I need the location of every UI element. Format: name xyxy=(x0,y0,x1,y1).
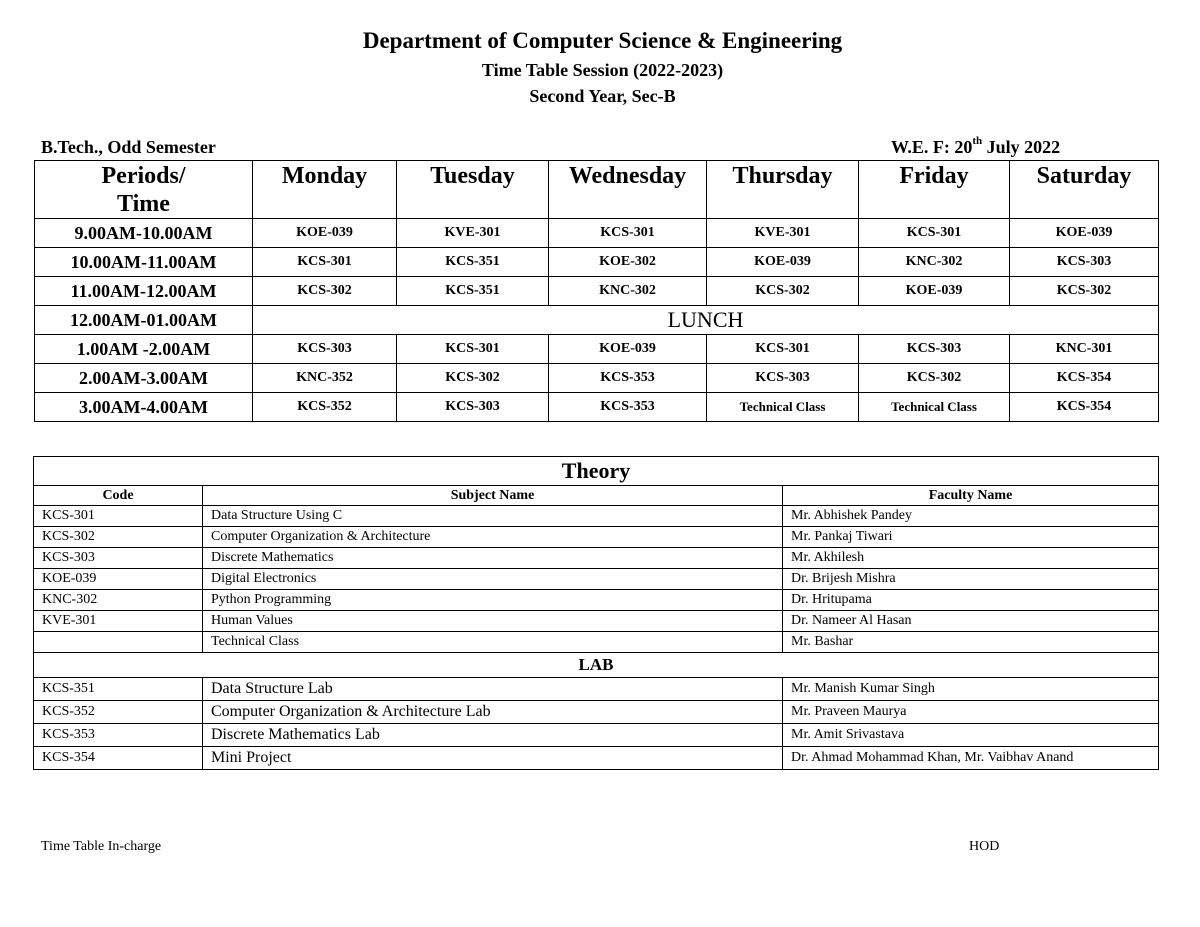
class-cell: KCS-354 xyxy=(1010,364,1159,393)
year-section-title: Second Year, Sec-B xyxy=(529,86,676,106)
class-cell: KOE-039 xyxy=(253,219,397,248)
class-cell: KOE-039 xyxy=(549,335,707,364)
theory-row xyxy=(34,590,1159,611)
department-title: Department of Computer Science & Engineering xyxy=(362,28,843,53)
wef-date: W.E. F: 20th July 2022 xyxy=(891,135,1061,157)
subject-name: Mini Project xyxy=(203,747,783,770)
theory-row xyxy=(34,548,1159,569)
lab-row xyxy=(34,701,1159,724)
subject-code: KVE-301 xyxy=(34,611,203,632)
lab-title: LAB xyxy=(34,653,1159,678)
day-header: Friday xyxy=(859,161,1010,219)
subject-table xyxy=(33,456,1159,770)
period-time: 2.00AM-3.00AM xyxy=(35,364,253,393)
subject-name: Data Structure Using C xyxy=(203,506,783,527)
class-cell: KCS-301 xyxy=(707,335,859,364)
class-cell: KCS-354 xyxy=(1010,393,1159,422)
subject-code: KCS-301 xyxy=(34,506,203,527)
class-cell: KCS-352 xyxy=(253,393,397,422)
class-cell: KCS-301 xyxy=(549,219,707,248)
class-cell: KOE-302 xyxy=(549,248,707,277)
day-header: Saturday xyxy=(1010,161,1159,219)
subject-name: Technical Class xyxy=(203,632,783,653)
subject-name: Discrete Mathematics Lab xyxy=(203,724,783,747)
subject-name: Computer Organization & Architecture Lab xyxy=(203,701,783,724)
class-cell: KCS-301 xyxy=(253,248,397,277)
class-cell: KCS-302 xyxy=(859,364,1010,393)
theory-title: Theory xyxy=(34,457,1159,486)
code-header: Code xyxy=(34,486,203,506)
faculty-name: Dr. Hritupama xyxy=(783,590,1159,611)
subject-code: KCS-303 xyxy=(34,548,203,569)
class-cell: KCS-353 xyxy=(549,393,707,422)
timetable-incharge-signature: Time Table In-charge xyxy=(41,839,162,854)
hod-signature: HOD xyxy=(969,839,1000,854)
day-header: Monday xyxy=(253,161,397,219)
subject-name: Discrete Mathematics xyxy=(203,548,783,569)
subject-code: KNC-302 xyxy=(34,590,203,611)
class-cell: Technical Class xyxy=(707,393,859,422)
class-cell: KCS-302 xyxy=(397,364,549,393)
faculty-name-header: Faculty Name xyxy=(783,486,1159,506)
day-header: Thursday xyxy=(707,161,859,219)
class-cell: KCS-302 xyxy=(707,277,859,306)
class-cell: KOE-039 xyxy=(1010,219,1159,248)
timetable-row xyxy=(35,277,1159,306)
class-cell: KCS-303 xyxy=(707,364,859,393)
subject-name: Python Programming xyxy=(203,590,783,611)
subject-name: Human Values xyxy=(203,611,783,632)
faculty-name: Mr. Praveen Maurya xyxy=(783,701,1159,724)
faculty-name: Mr. Amit Srivastava xyxy=(783,724,1159,747)
timetable-row xyxy=(35,364,1159,393)
subject-code: KCS-302 xyxy=(34,527,203,548)
column-header-row xyxy=(34,486,1159,506)
lab-row xyxy=(34,747,1159,770)
timetable-row xyxy=(35,248,1159,277)
class-cell: KNC-301 xyxy=(1010,335,1159,364)
lab-title-row xyxy=(34,653,1159,678)
class-cell: KCS-351 xyxy=(397,277,549,306)
timetable-row xyxy=(35,335,1159,364)
period-time: 3.00AM-4.00AM xyxy=(35,393,253,422)
class-cell: KCS-303 xyxy=(1010,248,1159,277)
class-cell: KVE-301 xyxy=(707,219,859,248)
faculty-name: Mr. Bashar xyxy=(783,632,1159,653)
subject-code: KCS-353 xyxy=(34,724,203,747)
subject-name: Digital Electronics xyxy=(203,569,783,590)
period-time: 10.00AM-11.00AM xyxy=(35,248,253,277)
faculty-name: Dr. Ahmad Mohammad Khan, Mr. Vaibhav Anand xyxy=(783,747,1159,770)
subject-name-header: Subject Name xyxy=(203,486,783,506)
subject-code xyxy=(34,632,203,653)
faculty-name: Dr. Brijesh Mishra xyxy=(783,569,1159,590)
lab-row xyxy=(34,724,1159,747)
lab-row xyxy=(34,678,1159,701)
subject-name: Data Structure Lab xyxy=(203,678,783,701)
faculty-name: Mr. Manish Kumar Singh xyxy=(783,678,1159,701)
semester-label: B.Tech., Odd Semester xyxy=(41,137,216,157)
day-header: Tuesday xyxy=(397,161,549,219)
day-header: Wednesday xyxy=(549,161,707,219)
faculty-name: Mr. Abhishek Pandey xyxy=(783,506,1159,527)
timetable-row-lunch xyxy=(35,306,1159,335)
theory-row xyxy=(34,506,1159,527)
subject-code: KCS-352 xyxy=(34,701,203,724)
theory-title-row xyxy=(34,457,1159,486)
class-cell: KCS-303 xyxy=(253,335,397,364)
class-cell: KCS-301 xyxy=(859,219,1010,248)
faculty-name: Mr. Akhilesh xyxy=(783,548,1159,569)
lunch-cell: LUNCH xyxy=(253,306,1159,335)
class-cell: KCS-303 xyxy=(859,335,1010,364)
class-cell: KNC-302 xyxy=(859,248,1010,277)
class-cell: KCS-301 xyxy=(397,335,549,364)
subject-code: KCS-354 xyxy=(34,747,203,770)
faculty-name: Mr. Pankaj Tiwari xyxy=(783,527,1159,548)
class-cell: KCS-303 xyxy=(397,393,549,422)
class-cell: KCS-351 xyxy=(397,248,549,277)
class-cell: KNC-302 xyxy=(549,277,707,306)
theory-row xyxy=(34,632,1159,653)
theory-row xyxy=(34,569,1159,590)
class-cell: KCS-353 xyxy=(549,364,707,393)
class-cell: KCS-302 xyxy=(1010,277,1159,306)
subject-name: Computer Organization & Architecture xyxy=(203,527,783,548)
period-time: 12.00AM-01.00AM xyxy=(35,306,253,335)
theory-row xyxy=(34,527,1159,548)
theory-row xyxy=(34,611,1159,632)
subject-code: KOE-039 xyxy=(34,569,203,590)
timetable-row xyxy=(35,219,1159,248)
class-cell: KNC-352 xyxy=(253,364,397,393)
class-cell: Technical Class xyxy=(859,393,1010,422)
class-cell: KOE-039 xyxy=(859,277,1010,306)
class-cell: KCS-302 xyxy=(253,277,397,306)
class-cell: KOE-039 xyxy=(707,248,859,277)
session-title: Time Table Session (2022-2023) xyxy=(481,60,724,80)
period-time: 9.00AM-10.00AM xyxy=(35,219,253,248)
period-time: 1.00AM -2.00AM xyxy=(35,335,253,364)
faculty-name: Dr. Nameer Al Hasan xyxy=(783,611,1159,632)
timetable-row xyxy=(35,393,1159,422)
period-time: 11.00AM-12.00AM xyxy=(35,277,253,306)
periods-time-header: Periods/ Time xyxy=(35,161,253,219)
timetable-header-row xyxy=(35,161,1159,219)
class-cell: KVE-301 xyxy=(397,219,549,248)
timetable xyxy=(34,160,1159,422)
subject-code: KCS-351 xyxy=(34,678,203,701)
